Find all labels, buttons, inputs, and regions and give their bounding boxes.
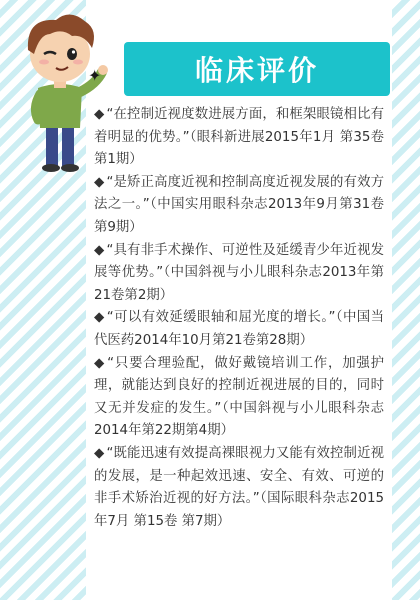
quote-text: “可以有效延缓眼轴和屈光度的增长。”（中国当代医药2014年10月第21卷第28期） [94, 310, 384, 348]
bullet-icon: ◆ [94, 107, 105, 122]
quote-text: “既能迅速有效提高裸眼视力又能有效控制近视的发展，是一种起效迅速、安全、有效、可逆的非手术矫治近视的好方法。”（国际眼科杂志2015年7月 第15卷 第7期） [94, 445, 384, 529]
quote-text: “在控制近视度数进展方面，和框架眼镜相比有着明显的优势。”（眼科新进展2015年1月 第35卷 第1期） [94, 107, 384, 168]
sparkle-icon: ✦ [88, 66, 102, 85]
list-item [94, 443, 384, 533]
title-banner [124, 42, 390, 96]
quote-text: “是矫正高度近视和控制高度近视发展的有效方法之一。”（中国实用眼科杂志2013年9月第31卷第9期） [94, 174, 384, 235]
list-item [94, 353, 384, 443]
bullet-icon: ◆ [94, 310, 105, 326]
page-title: 临床评价 [194, 54, 319, 87]
list-item [94, 104, 384, 172]
striped-background-right [392, 0, 420, 600]
list-item [94, 172, 384, 240]
bullet-icon: ◆ [94, 174, 105, 190]
quote-list [94, 104, 384, 533]
bullet-icon: ◆ [94, 242, 105, 258]
quote-text: “只要合理验配，做好戴镜培训工作，加强护理，就能达到良好的控制近视进展的目的，同时又无并发症的发生。”（中国斜视与小儿眼科杂志2014年第22期第4期） [94, 355, 384, 439]
list-item [94, 240, 384, 308]
bullet-icon: ◆ [94, 355, 106, 371]
quote-text: “具有非手术操作、可逆性及延缓青少年近视发展等优势。”（中国斜视与小儿眼科杂志2013年第21卷第2期） [94, 242, 384, 303]
bullet-icon: ◆ [94, 445, 105, 461]
list-item [94, 307, 384, 352]
